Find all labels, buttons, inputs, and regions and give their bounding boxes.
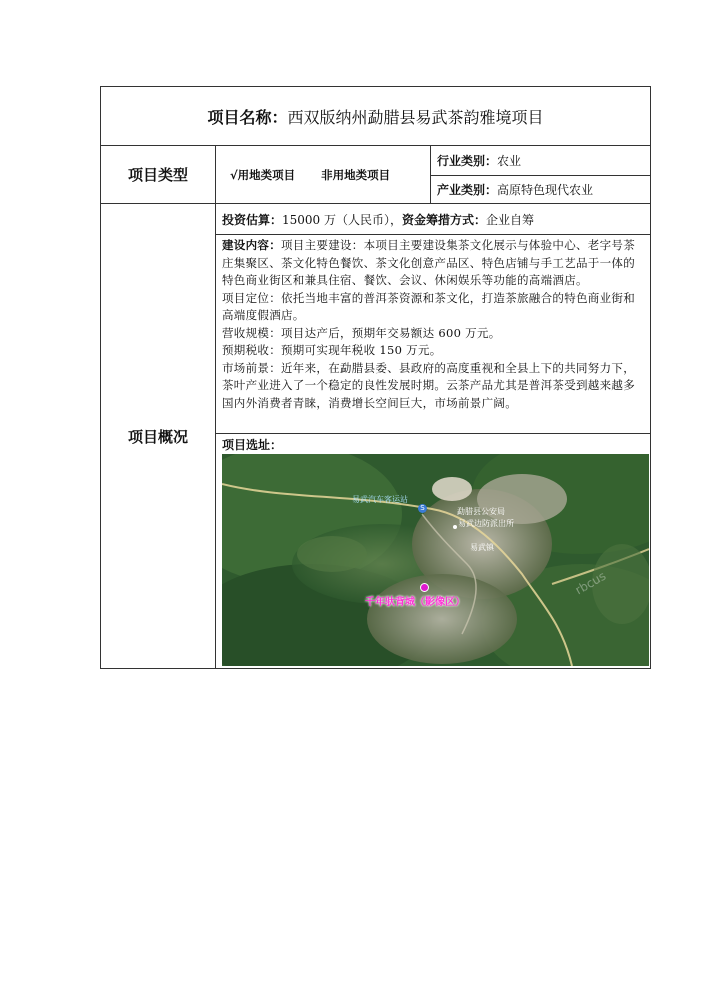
sector-label: 产业类别： (437, 183, 498, 197)
satellite-imagery (222, 454, 649, 666)
map-label-border-post: 易武边防派出所 (458, 519, 514, 528)
industry-label: 行业类别： (437, 154, 498, 168)
project-title-cell (101, 87, 651, 146)
site-cell (216, 434, 651, 669)
industry-value: 农业 (497, 154, 522, 168)
site-label: 项目选址： (222, 438, 283, 452)
non-land-use-option: 非用地类项目 (321, 167, 391, 182)
map-watermark: rbcus (572, 568, 609, 598)
map-pin-icon (453, 525, 457, 529)
project-name-label: 项目名称： (207, 107, 288, 127)
investment-cell (216, 204, 651, 235)
project-type-label: 项目类型 (101, 146, 216, 204)
project-name: 西双版纳州勐腊县易武茶韵雅境项目 (287, 107, 544, 127)
sector-cell (431, 176, 651, 204)
funding-label: 资金筹措方式： (402, 212, 487, 227)
funding-value: 企业自筹 (486, 212, 535, 227)
construction-label: 建设内容： (222, 238, 281, 252)
overview-label: 项目概况 (101, 204, 216, 669)
road-badge-icon: S (418, 504, 427, 513)
location-marker-icon[interactable] (420, 583, 429, 592)
map-label-town: 易武镇 (470, 543, 494, 552)
construction-text: 项目主要建设：本项目主要建设集茶文化展示与体验中心、老字号茶庄集聚区、茶文化特色餐饮、茶文化创意产品区、特色店铺与手工艺品于一体的特色商业街区和兼具住宿、餐饮、会议、休闲娱乐等功能的高端酒店。 (222, 238, 635, 287)
project-table (100, 86, 651, 669)
land-use-option: √用地类项目 (230, 167, 296, 182)
investment-label: 投资估算： (222, 212, 283, 227)
market-text: 市场前景：近年来，在勐腊县委、县政府的高度重视和全县上下的共同努力下，茶叶产业进入了一个稳定的良性发展时期。云茶产品尤其是普洱茶受到越来越多国内外消费者青睐，消费增长空间巨大，市场前景广阔。 (222, 360, 635, 410)
content-cell (216, 235, 651, 434)
map-label-bus-station: 易武汽车客运站 (352, 495, 408, 504)
industry-cell (431, 146, 651, 176)
sector-value: 高原特色现代农业 (497, 183, 594, 197)
revenue-text: 营收规模：项目达产后，预期年交易额达 600 万元。 (222, 325, 501, 340)
positioning-text: 项目定位：依托当地丰富的普洱茶资源和茶文化，打造茶旅融合的特色商业街和高端度假酒店。 (222, 290, 635, 322)
investment-value: 15000 万（人民币）， (282, 212, 403, 227)
map-label-police: 勐腊县公安局 (457, 507, 505, 516)
map-label-poi[interactable]: 千年驮背城（影像区） (365, 597, 465, 608)
satellite-map[interactable] (222, 454, 649, 666)
tax-text: 预期税收：预期可实现年税收 150 万元。 (222, 343, 442, 357)
construction-paragraph (222, 237, 644, 290)
land-use-cell (216, 146, 431, 204)
